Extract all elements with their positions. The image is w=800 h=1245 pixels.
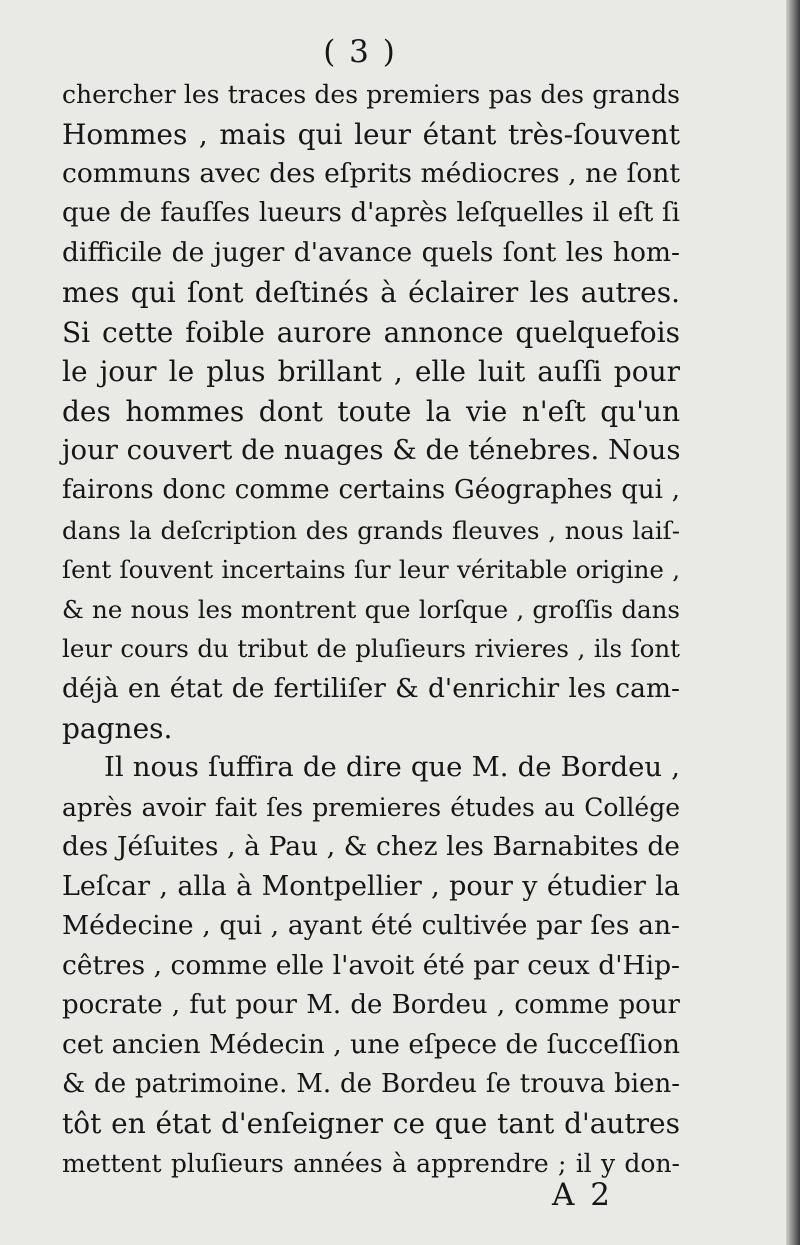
text-line: Leſcar , alla à Montpellier , pour y étudier la <box>62 870 680 902</box>
text-line: des hommes dont toute la vie n'eſt qu'un <box>62 394 680 428</box>
text-line: fairons donc comme certains Géographes qui , <box>62 474 680 505</box>
text-line: communs avec des eſprits médiocres , ne ſont <box>62 158 680 190</box>
text-line: dans la deſcription des grands fleuves , nous laiſ- <box>62 515 680 545</box>
page-number: ( 3 ) <box>323 34 397 70</box>
text-line: leur cours du tribut de pluſieurs rivieres , ils ſont <box>62 634 680 664</box>
text-line: cet ancien Médecin , une eſpece de ſucceſſion <box>62 1029 680 1061</box>
text-line: déjà en état de fertiliſer & d'enrichir les cam- <box>62 672 680 704</box>
text-line: tôt en état d'enſeigner ce que tant d'autres <box>62 1107 680 1141</box>
text-line: ſent ſouvent incertains ſur leur véritable origine , <box>62 555 680 585</box>
text-line: pagnes. <box>62 711 173 745</box>
text-line: le jour le plus brillant , elle luit auſſi pour <box>62 355 680 389</box>
text-line: jour couvert de nuages & de ténebres. Nous <box>62 434 681 467</box>
text-line: Si cette foible aurore annonce quelquefois <box>62 315 680 349</box>
text-line: pocrate , fut pour M. de Bordeu , comme pour <box>62 989 680 1020</box>
text-line: chercher les traces des premiers pas des grands <box>62 80 680 109</box>
text-line: Il nous ſuffira de dire que M. de Bordeu , <box>104 751 680 784</box>
text-line: difficile de juger d'avance quels ſont les hom- <box>62 237 680 269</box>
paragraph-1 <box>62 75 680 748</box>
text-line: mes qui ſont deſtinés à éclairer les autres. <box>62 275 680 309</box>
text-line: mettent pluſieurs années à apprendre ; il y don- <box>62 1149 680 1179</box>
page-edge-shadow <box>786 0 800 1245</box>
signature-mark: A 2 <box>552 1177 613 1213</box>
text-line: des Jéſuites , à Pau , & chez les Barnabites de <box>62 831 680 863</box>
body-text <box>62 75 680 1184</box>
text-line: que de fauſſes lueurs d'après leſquelles il eſt ſi <box>62 197 680 228</box>
text-line: cêtres , comme elle l'avoit été par ceux d'Hip- <box>62 950 680 982</box>
text-line: après avoir fait ſes premieres études au Collége <box>62 792 680 822</box>
text-line: & de patrimoine. M. de Bordeu ſe trouva bien- <box>62 1068 680 1099</box>
text-line: Hommes , mais qui leur étant très-ſouvent <box>62 117 680 151</box>
text-line: Médecine , qui , ayant été cultivée par ſes an- <box>62 910 680 942</box>
paragraph-2 <box>62 748 680 1184</box>
text-line: & ne nous les montrent que lorſque , groſſis dans <box>62 594 680 624</box>
